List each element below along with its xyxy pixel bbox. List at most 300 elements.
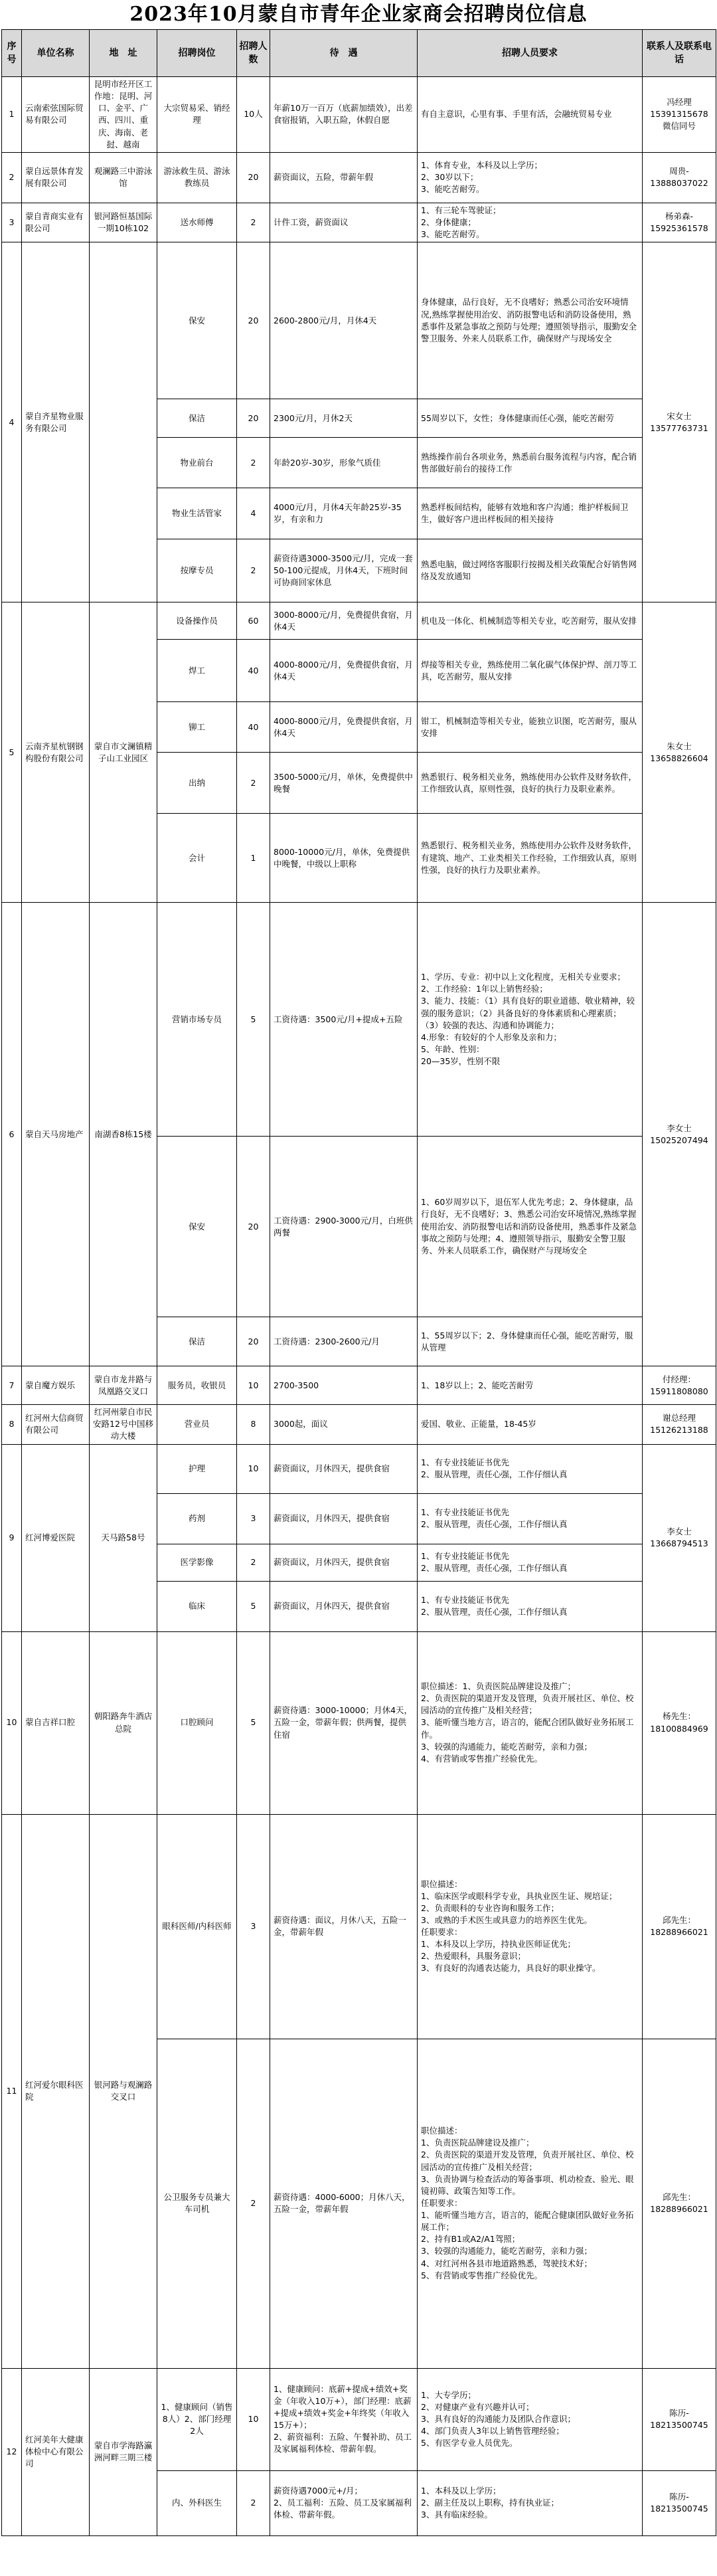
position-count: [237, 640, 270, 702]
position-name: [157, 1814, 237, 2039]
position-pay: [270, 488, 418, 539]
position-pay-text: 年薪10万一百万（底薪加绩效），出差食宿报销，入职五险，休假自愿: [274, 103, 413, 126]
position-count: [237, 814, 270, 903]
position-pay: [270, 1405, 418, 1444]
position-name: [157, 753, 237, 814]
contact-info-text: 杨弟森- 15925361578: [650, 211, 708, 233]
position-count-text: 20: [248, 413, 259, 423]
position-pay: [270, 539, 418, 602]
position-count-text: 20: [248, 172, 259, 183]
position-count: [237, 1631, 270, 1814]
position-count: [237, 242, 270, 399]
position-pay: [270, 1444, 418, 1493]
position-count: [237, 1317, 270, 1366]
position-pay: [270, 2368, 418, 2470]
position-requirement-text: 熟悉电脑，做过网络客服职行按揭及相关政策配合好销售网络及发放通知: [421, 559, 637, 582]
table-row: [2, 602, 716, 640]
position-name-text: 内、外科医生: [171, 2497, 222, 2508]
position-name-text: 保安: [188, 1221, 205, 1232]
position-name: [157, 488, 237, 539]
company-name: [22, 1366, 90, 1405]
position-count: [237, 539, 270, 602]
position-pay: [270, 1631, 418, 1814]
company-name: [22, 203, 90, 242]
row-index-text: 9: [9, 1532, 15, 1542]
position-requirement-text: 熟练操作前台各项业务，熟悉前台服务流程与内容，配合销售部做好前台的接待工作: [421, 451, 637, 474]
contact-info-text: 谢总经理 15126213188: [650, 1413, 708, 1435]
row-index: [2, 1631, 22, 1814]
position-count-text: 4: [250, 508, 256, 519]
position-count-text: 10: [248, 2413, 259, 2424]
row-index-text: 4: [9, 416, 15, 427]
contact-info-text: 付经理： 15911808080: [650, 1374, 708, 1396]
position-name: [157, 399, 237, 438]
contact-info-text: 陈历- 18213500745: [650, 2491, 708, 2514]
row-index-text: 8: [9, 1419, 15, 1429]
position-requirement-text: 1、55周岁以下；2、身体健康而任心强，能吃苦耐劳，服从管理: [421, 1330, 633, 1352]
position-count-text: 8: [250, 1419, 256, 1429]
contact-info: [643, 1631, 716, 1814]
position-pay-text: 计件工资，薪资面议: [274, 217, 349, 227]
position-name: [157, 2368, 237, 2470]
company-name-text: 红河爱尔眼科医院: [25, 2079, 84, 2102]
company-address-text: 银河路恒基国际一期10栋102: [94, 211, 153, 233]
position-requirement-text: 职位描述：1、负责医院品牌建设及推广； 2、负责医院的渠道开发及管理，负责开展社区、单位、校园活动的宣传推广及相关经营； 3、能听懂当地方言，语言的，能配合团队做好业务拓展工作。 3、较强的沟通能力，能吃苦耐劳，亲和力强； 4、有营销或零售推广经验优先。: [421, 1681, 634, 1764]
position-pay: [270, 438, 418, 488]
recruitment-table: [1, 29, 716, 2536]
row-index-text: 6: [9, 1129, 15, 1139]
position-requirement: [418, 1366, 643, 1405]
position-count: [237, 2368, 270, 2470]
position-count-text: 5: [250, 1014, 256, 1024]
company-address-text: 天马路58号: [101, 1532, 145, 1542]
position-requirement: [418, 814, 643, 903]
position-name: [157, 1444, 237, 1493]
row-index: [2, 2368, 22, 2535]
position-requirement: [418, 753, 643, 814]
position-name-text: 药剂: [188, 1513, 205, 1523]
table-row: [2, 1405, 716, 1444]
header-position: 招聘岗位: [157, 30, 237, 77]
company-address-text: 朝阳路奔牛酒店总院: [94, 1711, 153, 1734]
position-count: [237, 488, 270, 539]
position-pay: [270, 1544, 418, 1581]
position-requirement-text: 1、18岁以上；2、能吃苦耐劳: [421, 1380, 534, 1390]
position-requirement-text: 1、有专业技能证书优先 2、服从管理，责任心强，工作仔细认真: [421, 1594, 568, 1617]
position-requirement-text: 焊接等相关专业，熟练使用二氧化碳气体保护焊、剖刀等工具，吃苦耐劳，服从安排: [421, 659, 637, 682]
row-index-text: 12: [6, 2446, 17, 2456]
position-requirement: [418, 2470, 643, 2535]
row-index: [2, 903, 22, 1366]
company-address-text: 南湖香8栋15楼: [94, 1129, 152, 1139]
row-index-text: 11: [6, 2085, 17, 2096]
position-name-text: 游泳救生员、游泳教练员: [163, 166, 230, 189]
contact-info: [643, 1814, 716, 2039]
table-body: [2, 77, 716, 2536]
position-requirement: [418, 640, 643, 702]
position-pay: [270, 602, 418, 640]
position-pay-text: 2300元/月，月休2天: [274, 413, 353, 423]
company-address: [90, 602, 157, 903]
position-pay: [270, 814, 418, 903]
position-requirement: [418, 242, 643, 399]
row-index-text: 2: [9, 172, 15, 183]
position-count-text: 2: [250, 1556, 256, 1567]
position-pay: [270, 1137, 418, 1317]
position-count-text: 40: [248, 665, 259, 676]
position-requirement-text: 职位描述： 1、负责医院品牌建设及推广； 2、负责医院的渠道开发及管理，负责开展社区、单位、校园活动的宣传推广及相关经营； 3、负责协调与检查活动的筹备事项、机动检查、验光、眼镜初筛、政策告知等工作。 任职要求： 1、能听懂当地方言，语言的，能配合健康团队做好业务拓展工作； 2、持有B1或A2/A1驾照； 3、较强的沟通能力，能吃苦耐劳，亲和力强； 4、对红河州各县市地道路熟悉，驾驶技术好； 5、有营销或零售推广经验优先。: [421, 2126, 634, 2280]
table-row: [2, 1631, 716, 1814]
contact-info-text: 朱女士 13658826604: [650, 741, 708, 763]
position-name: [157, 702, 237, 753]
position-name-text: 保安: [188, 315, 205, 325]
position-name: [157, 438, 237, 488]
position-requirement: [418, 702, 643, 753]
contact-info: [643, 2470, 716, 2535]
position-pay: [270, 2039, 418, 2368]
row-index-text: 10: [6, 1717, 17, 1728]
header-pay: 待 遇: [270, 30, 418, 77]
company-address: [90, 203, 157, 242]
contact-info-text: 冯经理 15391315678 微信同号: [650, 97, 708, 132]
position-count-text: 2: [250, 565, 256, 576]
company-name: [22, 77, 90, 153]
position-requirement: [418, 1493, 643, 1544]
position-pay: [270, 1581, 418, 1631]
row-index: [2, 77, 22, 153]
contact-info: [643, 77, 716, 153]
contact-info-text: 宋女士 13577763731: [650, 411, 708, 433]
position-name: [157, 814, 237, 903]
header-contact: 联系人及联系电话: [643, 30, 716, 77]
company-address: [90, 242, 157, 602]
company-address: [90, 77, 157, 153]
position-count-text: 2: [250, 217, 256, 227]
contact-info: [643, 152, 716, 203]
position-pay-text: 薪资面议，月休四天，提供食宿: [274, 1463, 390, 1473]
row-index: [2, 1444, 22, 1631]
position-name-text: 按摩专员: [180, 565, 214, 576]
position-requirement: [418, 488, 643, 539]
table-row: [2, 242, 716, 399]
contact-info: [643, 1405, 716, 1444]
contact-info-text: 陈历- 18213500745: [650, 2407, 708, 2430]
position-requirement-text: 1、体育专业，本科及以上学历； 2、30岁以下； 3、能吃苦耐劳。: [421, 160, 542, 195]
position-count-text: 20: [248, 1336, 259, 1346]
position-name-text: 大宗贸易采、销经理: [163, 103, 230, 126]
table-row: [2, 903, 716, 1137]
position-requirement: [418, 1581, 643, 1631]
contact-info: [643, 242, 716, 602]
position-requirement-text: 熟悉银行、税务相关业务，熟练使用办公软件及财务软件，有建筑、地产、工业类相关工作经验，工作细致认真，原则性强，良好的执行力及职业素养。: [421, 840, 637, 875]
position-name-text: 焊工: [188, 665, 205, 676]
company-name-text: 蒙自远景体育发展有限公司: [25, 166, 84, 189]
position-requirement: [418, 399, 643, 438]
table-row: [2, 77, 716, 153]
position-requirement-text: 有自主意识，心里有事、手里有活，会融统贸易专业: [421, 109, 612, 120]
position-count-text: 2: [250, 457, 256, 468]
position-requirement: [418, 1444, 643, 1493]
company-address-text: 蒙自市学海路瀛洲河畔三期三楼: [94, 2440, 153, 2462]
position-name-text: 出纳: [188, 777, 205, 788]
position-count-text: 3: [250, 1513, 256, 1523]
row-index-text: 5: [9, 747, 15, 757]
position-requirement: [418, 903, 643, 1137]
company-address: [90, 1631, 157, 1814]
company-name: [22, 1631, 90, 1814]
company-name: [22, 2368, 90, 2535]
position-count-text: 5: [250, 1717, 256, 1728]
position-requirement-text: 钳工，机械制造等相关专业，能独立识图，吃苦耐劳，服从安排: [421, 715, 637, 738]
company-address: [90, 1814, 157, 2368]
position-requirement: [418, 2368, 643, 2470]
position-count: [237, 438, 270, 488]
position-pay: [270, 753, 418, 814]
header-company: 单位名称: [22, 30, 90, 77]
header-requirement: 招聘人员要求: [418, 30, 643, 77]
company-name: [22, 903, 90, 1366]
contact-info: [643, 2368, 716, 2470]
company-name: [22, 1405, 90, 1444]
position-count: [237, 203, 270, 242]
position-requirement-text: 55周岁以下，女性；身体健康而任心强，能吃苦耐劳: [421, 413, 614, 423]
position-pay-text: 薪资待遇：3000-10000；月休4天，五险一金，带薪年假；供两餐，提供住宿: [274, 1705, 413, 1740]
position-pay-text: 4000-8000元/月，免费提供食宿，月休4天: [274, 715, 413, 738]
company-name-text: 蒙自天马房地产: [25, 1129, 84, 1139]
position-count: [237, 77, 270, 153]
company-address-text: 观澜路三中游泳馆: [94, 166, 153, 189]
position-name: [157, 602, 237, 640]
position-name: [157, 640, 237, 702]
company-address: [90, 152, 157, 203]
position-requirement: [418, 152, 643, 203]
position-name: [157, 1405, 237, 1444]
position-requirement: [418, 1317, 643, 1366]
position-name: [157, 1366, 237, 1405]
company-address: [90, 2368, 157, 2535]
position-count: [237, 1405, 270, 1444]
position-name: [157, 203, 237, 242]
contact-info: [643, 602, 716, 903]
position-requirement-text: 1、有专业技能证书优先 2、服从管理，责任心强，工作仔细认真: [421, 1507, 568, 1529]
position-count-text: 60: [248, 615, 259, 626]
company-name-text: 红河博爱医院: [25, 1532, 76, 1542]
position-requirement-text: 1、有三轮车驾驶证； 2、身体健康； 3、能吃苦耐劳。: [421, 205, 501, 239]
position-name: [157, 152, 237, 203]
position-pay: [270, 203, 418, 242]
contact-info-text: 邱先生： 18288966021: [650, 1914, 708, 1937]
table-row: [2, 2368, 716, 2470]
position-pay-text: 4000元/月，月休4天年龄25岁-35岁，有亲和力: [274, 502, 402, 525]
row-index: [2, 1814, 22, 2368]
company-name-text: 云南齐星杭钢钢构股份有限公司: [25, 741, 84, 763]
company-address-text: 红河州蒙自市民安路12号中国移动大楼: [93, 1407, 153, 1441]
position-name-text: 会计: [188, 852, 205, 863]
position-name-text: 护理: [188, 1463, 205, 1473]
position-name: [157, 1631, 237, 1814]
position-requirement: [418, 77, 643, 153]
position-pay-text: 4000-8000元/月，免费提供食宿，月休4天: [274, 659, 413, 682]
row-index-text: 3: [9, 217, 15, 227]
position-pay: [270, 903, 418, 1137]
position-count-text: 2: [250, 777, 256, 788]
position-pay: [270, 1317, 418, 1366]
position-pay: [270, 640, 418, 702]
position-count: [237, 1137, 270, 1317]
position-pay-text: 3000-8000元/月，免费提供食宿，月休4天: [274, 609, 413, 632]
position-count-text: 2: [250, 2197, 256, 2208]
position-pay: [270, 2470, 418, 2535]
position-count: [237, 1544, 270, 1581]
position-name-text: 营业员: [184, 1419, 210, 1429]
row-index: [2, 203, 22, 242]
position-pay-text: 薪资待遇：4000-6000；月休八天，五险一金，带薪年假: [274, 2191, 410, 2214]
position-requirement-text: 1、本科及以上学历； 2、副主任及以上职称，持有执业证； 3、具有临床经验。: [421, 2485, 559, 2520]
position-requirement: [418, 1137, 643, 1317]
company-name-text: 蒙自吉祥口腔: [25, 1717, 76, 1728]
position-requirement: [418, 1405, 643, 1444]
position-name-text: 口腔顾问: [180, 1717, 214, 1728]
position-count-text: 10: [248, 1380, 259, 1390]
position-count-text: 10人: [244, 109, 263, 120]
position-requirement-text: 机电及一体化、机械制造等相关专业，吃苦耐劳，服从安排: [421, 615, 637, 626]
position-requirement-text: 1、学历、专业：初中以上文化程度，无相关专业要求； 2、工作经验：1年以上销售经验； 3、能力、技能：（1）具有良好的职业道德、敬业精神，较强的服务意识；（2）具备良好的身体素质和心理素质； （3）较强的表达、沟通和协调能力； 4.形象：有较好的个人形象及亲和力； 5、年龄、性别： 20—35岁，性别不限: [421, 972, 635, 1066]
position-name: [157, 2470, 237, 2535]
position-pay-text: 3500-5000元/月，单休，免费提供中晚餐: [274, 771, 413, 794]
position-pay: [270, 399, 418, 438]
position-name-text: 保洁: [188, 1336, 205, 1346]
row-index: [2, 602, 22, 903]
position-requirement: [418, 2039, 643, 2368]
position-name: [157, 903, 237, 1137]
position-requirement-text: 职位描述： 1、临床医学或眼科学专业，具执业医生证、规培证； 2、负责眼科的专业咨询和服务工作； 3、或熟的手术医生或具意力的培养医生优先。 任职要求： 1、本科及以上学历，持执业医师证优先； 2、热爱眼科，具服务意识； 3、有良好的沟通表达能力，具良好的职业操守。: [421, 1879, 617, 1974]
position-requirement-text: 身体健康，品行良好，无不良嗜好；熟悉公司治安环境情况,熟练掌握使用治安、消防报警电话和消防设备使用，熟悉事件及紧急事故之预防与处理；遵照领导指示，服勤安全警卫服务、外来人员联系工作，确保财产与现场安全: [421, 297, 637, 343]
position-pay-text: 2700-3500: [274, 1380, 319, 1390]
position-name: [157, 1581, 237, 1631]
company-address-text: 昆明市经开区工作地：昆明、河口、金平、广西、四川、重庆、海南、老挝、越南: [94, 79, 153, 149]
table-row: [2, 1444, 716, 1493]
position-count-text: 1: [250, 852, 256, 863]
position-name-text: 1、健康顾问（销售8人）2、部门经理2人: [161, 2401, 233, 2437]
company-address: [90, 1405, 157, 1444]
position-requirement: [418, 1544, 643, 1581]
table-header-row: [2, 30, 716, 77]
position-pay: [270, 702, 418, 753]
position-count-text: 20: [248, 315, 259, 325]
position-count: [237, 1493, 270, 1544]
contact-info-text: 杨先生： 18100884969: [650, 1711, 708, 1734]
position-pay: [270, 77, 418, 153]
contact-info: [643, 903, 716, 1366]
position-requirement: [418, 539, 643, 602]
company-name: [22, 1814, 90, 2368]
position-requirement-text: 1、大专学历； 2、对健康产业有兴趣并认可； 3、具有良好的沟通能力及团队合作意识； 4、部门负责人3年以上销售管理经验； 5、有医学专业人员优先。: [421, 2389, 576, 2448]
company-name-text: 红河美年大健康体检中心有限公司: [25, 2434, 84, 2469]
row-index: [2, 152, 22, 203]
position-name: [157, 1317, 237, 1366]
position-pay-text: 3000起，面议: [274, 1419, 328, 1429]
table-row: [2, 1366, 716, 1405]
position-requirement-text: 1、有专业技能证书优先 2、服从管理，责任心强，工作仔细认真: [421, 1457, 568, 1479]
position-name-text: 物业前台: [180, 457, 214, 468]
company-name: [22, 152, 90, 203]
position-count: [237, 1444, 270, 1493]
position-pay: [270, 1814, 418, 2039]
position-count: [237, 2039, 270, 2368]
position-count: [237, 753, 270, 814]
company-name: [22, 1444, 90, 1631]
contact-info-text: 周贵- 13888037022: [650, 166, 708, 189]
position-name: [157, 1544, 237, 1581]
position-requirement: [418, 1814, 643, 2039]
position-pay-text: 薪资面议，月休四天，提供食宿: [274, 1556, 390, 1567]
company-address: [90, 903, 157, 1366]
position-name-text: 眼科医师/内科医师: [162, 1920, 232, 1931]
company-name: [22, 602, 90, 903]
position-count-text: 2: [250, 2497, 256, 2508]
position-name-text: 公卫服务专员兼大车司机: [163, 2191, 230, 2214]
company-name-text: 蒙自青商实业有限公司: [25, 211, 84, 233]
position-count: [237, 1581, 270, 1631]
row-index: [2, 1405, 22, 1444]
position-count: [237, 2470, 270, 2535]
position-requirement-text: 熟悉银行、税务相关业务，熟练使用办公软件及财务软件，工作细致认真，原则性强，良好的执行力及职业素养。: [421, 771, 637, 794]
position-count: [237, 152, 270, 203]
company-address: [90, 1444, 157, 1631]
position-count-text: 5: [250, 1600, 256, 1611]
position-pay-text: 8000-10000元/月，单休，免费提供中晚餐，中级以上职称: [274, 846, 410, 869]
contact-info: [643, 1366, 716, 1405]
position-name-text: 铆工: [188, 721, 205, 732]
position-name-text: 服务员，收银员: [167, 1380, 226, 1390]
position-pay-text: 薪资待遇：面议，月休八天，五险一金，带薪年假: [274, 1914, 407, 1937]
company-address: [90, 1366, 157, 1405]
position-requirement-text: 爱国、敬业、正能量，18-45岁: [421, 1419, 536, 1429]
position-count: [237, 602, 270, 640]
company-address-text: 蒙自市文澜镇精子山工业园区: [94, 741, 153, 763]
company-address-text: 银河路与观澜路交叉口: [94, 2079, 153, 2102]
page-title: 2023年10月蒙自市青年企业家商会招聘岗位信息: [129, 3, 588, 26]
company-name-text: 云南索弦国际贸易有限公司: [25, 103, 84, 126]
position-pay-text: 1、健康顾问：底薪+提成+绩效+奖金（年收入10万+），部门经理：底薪+提成+绩效+奖金+年终奖（年收入15万+）； 2、薪资福利：五险、午餐补助、员工及家属福利体检、带薪年假。: [274, 2383, 412, 2454]
position-pay-text: 工资待遇：2900-3000元/月，白班供两餐: [274, 1215, 413, 1238]
position-name: [157, 539, 237, 602]
contact-info-text: 邱先生： 18288966021: [650, 2191, 708, 2214]
position-pay: [270, 242, 418, 399]
contact-info-text: 李女士 15025207494: [650, 1123, 708, 1145]
position-pay-text: 薪资待遇7000元+/月； 2、员工福利：五险、员工及家属福利体检、带薪年假。: [274, 2485, 412, 2520]
position-requirement-text: 1、60岁周岁以下，退伍军人优先考虑；2、身体健康，品行良好，无不良嗜好；3、熟悉公司治安环境情况,熟练掌握使用治安、消防报警电话和消防设备使用，熟悉事件及紧急事故之预防与处理；4、遵照领导指示，服勤安全警卫服务、外来人员联系工作，确保财产与现场安全: [421, 1197, 637, 1255]
company-name-text: 红河州大信商贸有限公司: [25, 1413, 84, 1435]
position-requirement: [418, 602, 643, 640]
position-pay-text: 2600-2800元/月，月休4天: [274, 315, 377, 325]
position-count-text: 20: [248, 1221, 259, 1232]
position-pay-text: 年龄20岁-30岁，形象气质佳: [274, 457, 381, 468]
contact-info: [643, 1444, 716, 1631]
position-name-text: 保洁: [188, 413, 205, 423]
contact-info: [643, 2039, 716, 2368]
position-pay-text: 薪资待遇3000-3500元/月，完成一套50-100元提成，月休4天，下班时间可协商回家休息: [274, 553, 413, 588]
company-name: [22, 242, 90, 602]
position-name-text: 营销市场专员: [171, 1014, 222, 1024]
position-count: [237, 903, 270, 1137]
table-row: [2, 203, 716, 242]
row-index-text: 1: [9, 109, 15, 120]
position-count: [237, 1366, 270, 1405]
position-count: [237, 1814, 270, 2039]
contact-info-text: 李女士 13668794513: [650, 1526, 708, 1548]
header-address: 地 址: [90, 30, 157, 77]
